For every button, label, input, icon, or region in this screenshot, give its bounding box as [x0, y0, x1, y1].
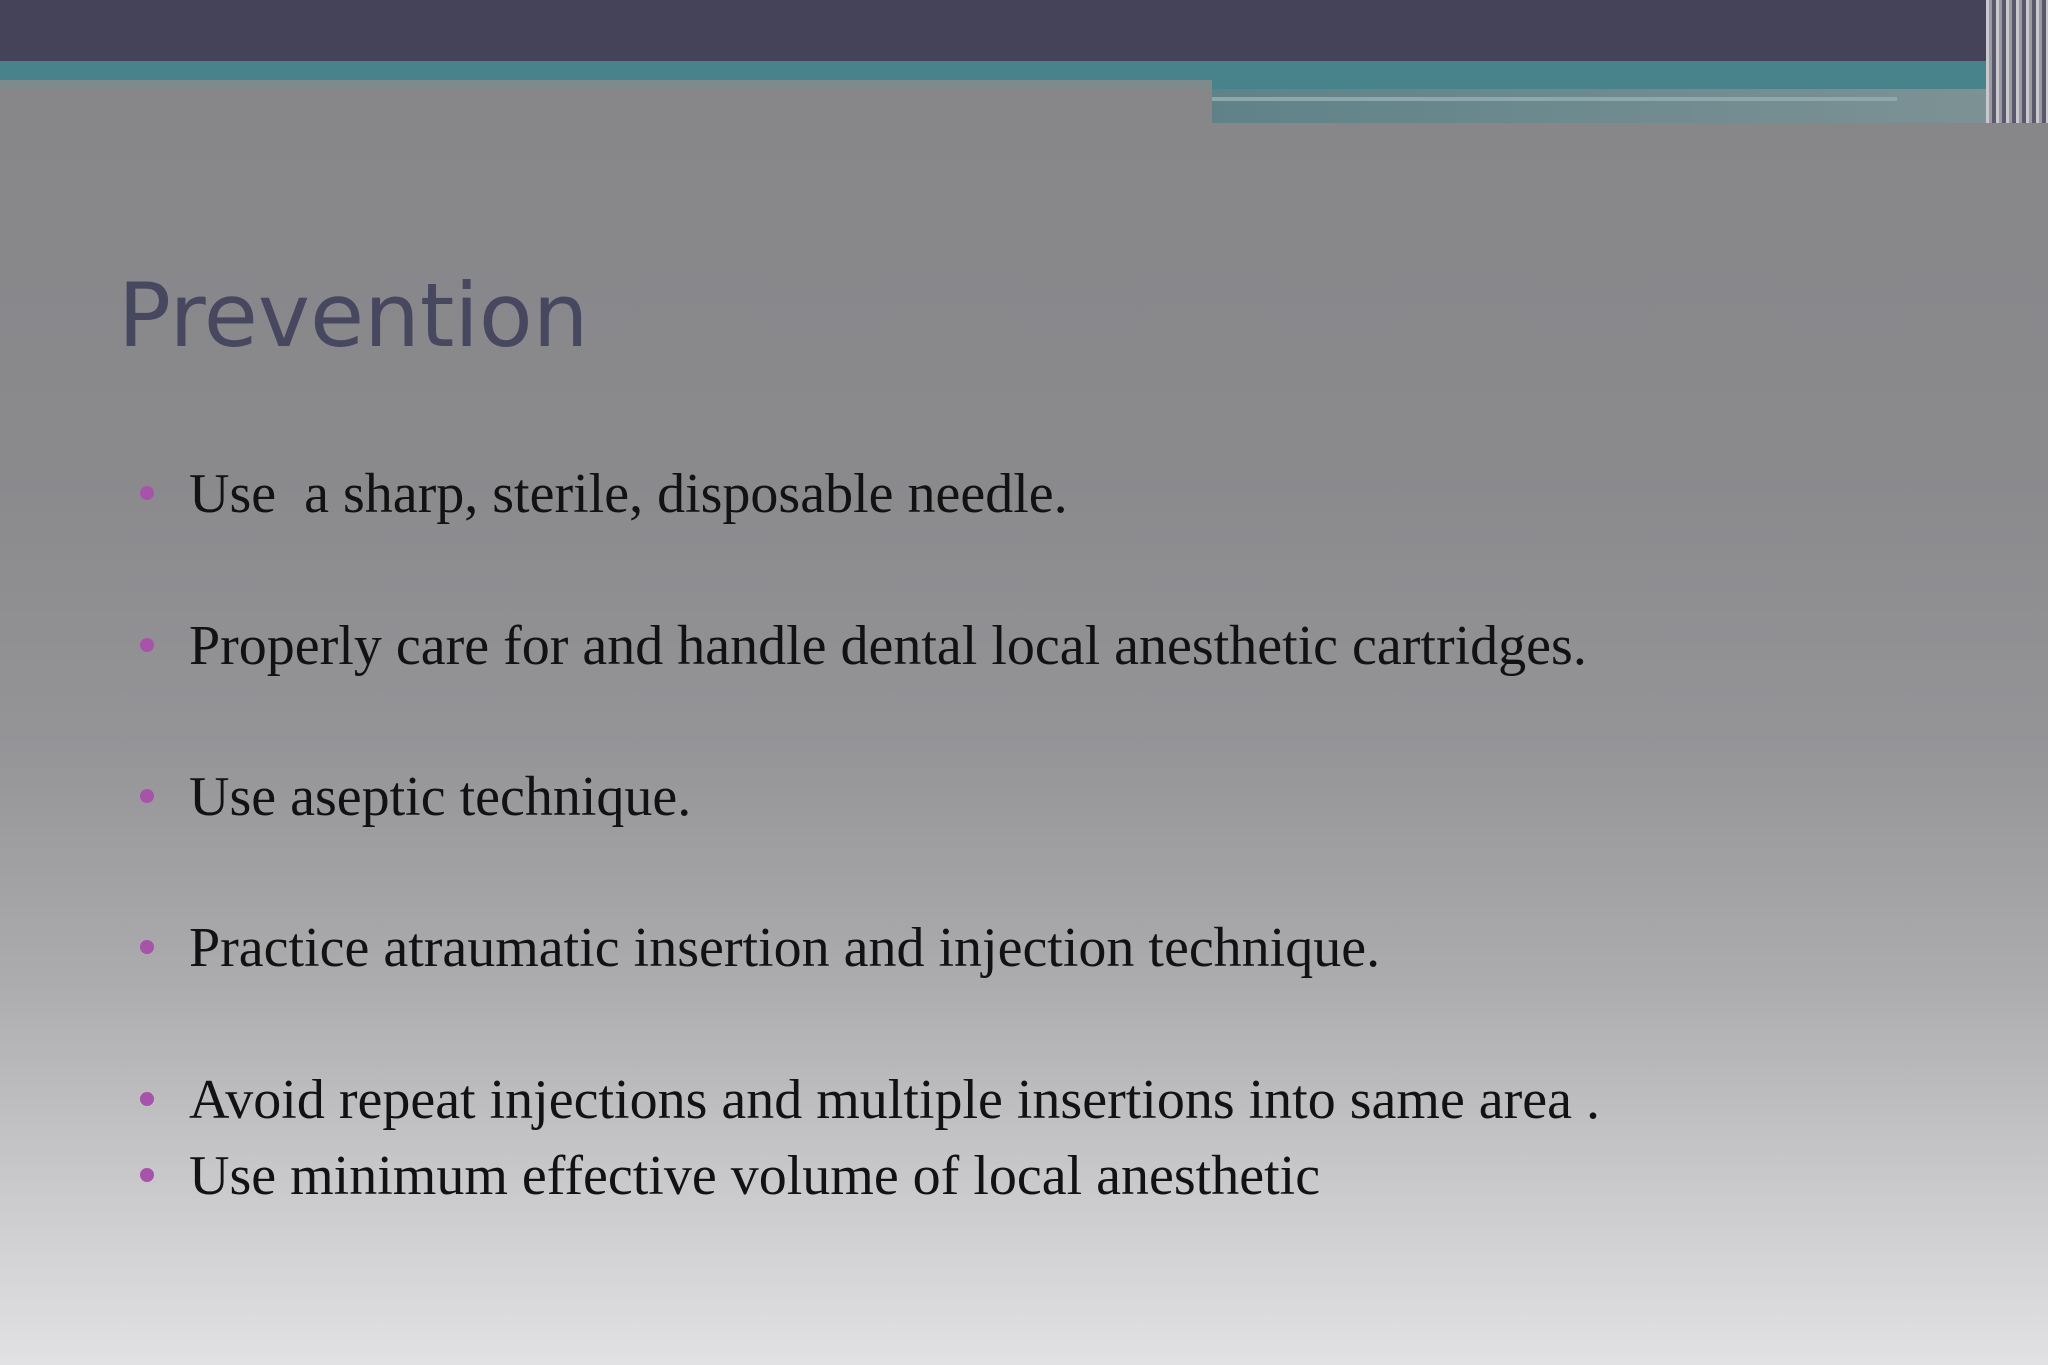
bullet-text: Avoid repeat injections and multiple insertions into same area . — [189, 1069, 1601, 1131]
bullet-text: Properly care for and handle dental local anesthetic cartridges. — [189, 615, 1587, 677]
corner-stripes-decoration — [1986, 0, 2048, 123]
bullet-text: Use minimum effective volume of local anesthetic — [189, 1145, 1321, 1207]
bullet-dot-icon — [140, 638, 154, 652]
bullet-text: Use a sharp, sterile, disposable needle. — [189, 463, 1068, 525]
bullet-dot-icon — [140, 940, 154, 954]
slide-title: Prevention — [118, 264, 589, 367]
header-bar — [0, 0, 2048, 61]
bullet-dot-icon — [140, 1092, 154, 1106]
bullet-text: Practice atraumatic insertion and injection technique. — [189, 917, 1381, 979]
bullet-text: Use aseptic technique. — [189, 766, 692, 828]
accent-strip — [0, 80, 1212, 89]
accent-line — [1212, 97, 1897, 101]
bullet-dot-icon — [140, 486, 154, 500]
bullet-dot-icon — [140, 1168, 154, 1182]
teal-accent-tab — [1212, 89, 2010, 123]
bullet-dot-icon — [140, 789, 154, 803]
